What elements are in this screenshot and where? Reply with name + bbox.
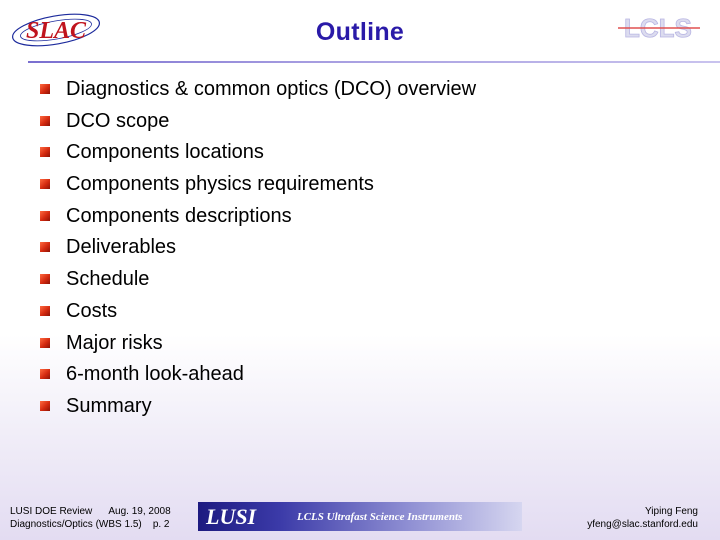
outline-item <box>40 108 476 140</box>
bullet-square-icon <box>40 401 50 411</box>
slide-title: Outline <box>315 18 405 46</box>
footer-event-info <box>10 505 171 531</box>
lusi-banner <box>198 502 522 531</box>
outline-item <box>40 171 476 203</box>
outline-item-text: Deliverables <box>66 236 177 259</box>
lusi-tagline: LCLS Ultrafast Science Instruments <box>297 511 463 523</box>
outline-item <box>40 330 476 362</box>
outline-item-text: Summary <box>66 394 152 417</box>
bullet-square-icon <box>40 306 50 316</box>
bullet-square-icon <box>40 116 50 126</box>
author-name: Yiping Feng <box>645 506 698 517</box>
outline-item-text: Diagnostics & common optics (DCO) overview <box>66 78 477 100</box>
footer-event-line: LUSI DOE Review Aug. 19, 2008 <box>10 506 171 517</box>
bullet-square-icon <box>40 84 50 94</box>
bullet-square-icon <box>40 242 50 252</box>
lusi-logo-text: LUSI <box>206 504 257 529</box>
svg-text:SLAC: SLAC <box>26 18 87 44</box>
outline-item-text: Schedule <box>66 268 150 291</box>
outline-item-text: Components descriptions <box>66 204 292 227</box>
outline-item-text: Components physics requirements <box>66 173 374 196</box>
outline-item <box>40 361 476 393</box>
bullet-square-icon <box>40 274 50 284</box>
outline-item <box>40 298 476 330</box>
outline-list <box>40 76 476 425</box>
outline-item <box>40 76 476 108</box>
footer-page-line: Diagnostics/Optics (WBS 1.5) p. 2 <box>10 519 170 530</box>
outline-item <box>40 139 476 171</box>
outline-item-text: Major risks <box>66 331 163 354</box>
outline-item-text: Components locations <box>66 141 264 164</box>
outline-item <box>40 393 476 425</box>
outline-item-text: 6-month look-ahead <box>66 363 244 386</box>
outline-item <box>40 234 476 266</box>
bullet-square-icon <box>40 369 50 379</box>
title-divider <box>28 61 720 63</box>
author-email: yfeng@slac.stanford.edu <box>587 519 698 530</box>
bullet-square-icon <box>40 338 50 348</box>
bullet-square-icon <box>40 147 50 157</box>
outline-item <box>40 266 476 298</box>
outline-item <box>40 203 476 235</box>
bullet-square-icon <box>40 211 50 221</box>
svg-text:LCLS: LCLS <box>624 13 692 43</box>
footer-author-info <box>587 505 698 531</box>
outline-item-text: Costs <box>66 299 118 322</box>
bullet-square-icon <box>40 179 50 189</box>
outline-item-text: DCO scope <box>66 109 170 132</box>
